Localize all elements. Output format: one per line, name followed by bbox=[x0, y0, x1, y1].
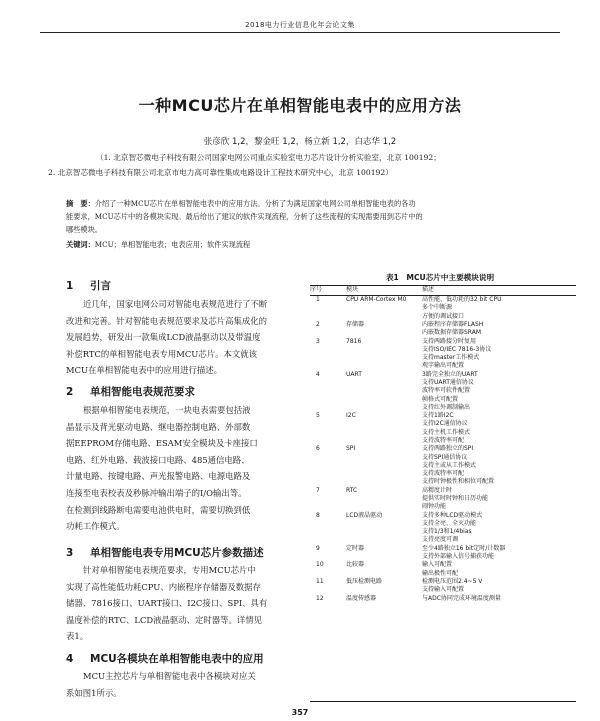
body-line: 晶显示及背光驱动电路、继电器控制电路、外部数 bbox=[66, 421, 251, 432]
description-line: 支持两路独立的SPI bbox=[422, 445, 474, 453]
row-module: CPU ARM-Cortex M0 bbox=[346, 296, 407, 304]
abstract bbox=[66, 197, 536, 236]
body-line: 电路、红外电路、载波接口电路、485通信电路、 bbox=[66, 454, 250, 465]
body-line: 温度补偿的RTC、LCD液晶驱动、定时器等。详情见 bbox=[66, 614, 262, 625]
row-description bbox=[422, 338, 576, 371]
author-list: 张彦欣 1,2，黎金旺 1,2，杨立新 1,2，白志华 1,2 bbox=[203, 137, 397, 147]
description-line: 支持SPI通信协议 bbox=[422, 453, 468, 461]
description-line: 支持输入可配置 bbox=[422, 586, 465, 594]
row-description bbox=[422, 321, 576, 338]
module-table bbox=[310, 286, 576, 603]
table-header-row bbox=[310, 286, 576, 296]
row-description bbox=[422, 371, 576, 412]
row-number: 7 bbox=[316, 486, 320, 494]
row-module: I2C bbox=[346, 412, 356, 420]
body-line: 实现了高性能低功耗CPU、内嵌程序存储器及数据存 bbox=[66, 581, 261, 592]
row-module: 温度传感器 bbox=[346, 594, 377, 602]
row-module: 比较器 bbox=[346, 561, 365, 569]
row-number: 9 bbox=[316, 544, 320, 552]
section-title: 单相智能电表规范要求 bbox=[90, 386, 195, 398]
description-line: 支持波特率可配 bbox=[422, 469, 465, 477]
abstract-line: 能要求，MCU芯片中的各模块实现。最后给出了建议的软件实现流程，分析了这些流程的实现需要用到芯片中的 bbox=[66, 212, 423, 221]
description-line: 高精度计时 bbox=[422, 486, 453, 494]
section-title: 单相智能电表专用MCU芯片参数描述 bbox=[90, 547, 264, 559]
table-title: 表1 MCU芯片中主要模块说明 bbox=[385, 273, 495, 282]
running-head: 2018电力行业信息化年会论文集 bbox=[245, 21, 355, 29]
row-number: 6 bbox=[316, 445, 320, 453]
body-line: 在检测到线路断电需要电池供电时，需要切换到低 bbox=[66, 504, 251, 515]
affiliation-1: （1. 北京智芯微电子科技有限公司国家电网公司重点实验室电力芯片设计分析实验室，北京 100192； bbox=[96, 153, 441, 162]
description-line: 帧格式可配置 bbox=[422, 395, 459, 403]
row-module: LCD液晶驱动 bbox=[346, 511, 383, 519]
description-line: 支持多种LCD驱动模式 bbox=[422, 511, 483, 519]
description-line: 支持亮度可调 bbox=[422, 536, 459, 544]
description-line: 支持1路I2C bbox=[422, 412, 454, 420]
table-row bbox=[310, 412, 576, 445]
table-row bbox=[310, 561, 576, 578]
keywords-text: MCU；单相智能电表；电表应用；软件实现流程 bbox=[94, 240, 251, 249]
section-title: 引言 bbox=[90, 280, 111, 292]
table-row bbox=[310, 371, 576, 412]
header-no: 序号 bbox=[310, 286, 323, 293]
description-line: 支持全亮、全灭功能 bbox=[422, 519, 477, 527]
description-line: 至少4路独立16 bit定时/计数器 bbox=[422, 544, 506, 552]
section-number: 3 bbox=[66, 547, 74, 559]
table-row bbox=[310, 512, 576, 545]
paper-title: 一种MCU芯片在单相智能电表中的应用方法 bbox=[138, 96, 462, 115]
section-3-body bbox=[66, 562, 322, 645]
row-number: 2 bbox=[316, 321, 320, 329]
affiliation-2: 2. 北京智芯微电子科技有限公司北京市电力高可靠性集成电路设计工程技术研究中心，北京 100192） bbox=[48, 168, 393, 177]
section-title: MCU各模块在单相智能电表中的应用 bbox=[90, 653, 264, 665]
table-row bbox=[310, 296, 576, 321]
row-description bbox=[422, 296, 576, 321]
row-number: 3 bbox=[316, 337, 320, 345]
description-line: 支持ISO/IEC 7816-3协议 bbox=[422, 346, 492, 354]
description-line: 内嵌程序存储器FLASH bbox=[422, 321, 484, 329]
description-line: 支持master工作模式 bbox=[422, 354, 480, 362]
section-1-body bbox=[66, 296, 322, 379]
description-line: 支持1/3和1/4bias bbox=[422, 527, 472, 535]
row-module: UART bbox=[346, 370, 362, 378]
section-4-body bbox=[66, 668, 322, 701]
body-line: 功耗工作模式。 bbox=[66, 521, 125, 532]
body-line: 发展趋势，研发出一款集成LCD液晶驱动以及带温度 bbox=[66, 332, 261, 343]
keywords bbox=[66, 240, 536, 250]
table-row bbox=[310, 445, 576, 486]
body-line: 据EEPROM存储电路、ESAM安全模块及卡座接口 bbox=[66, 438, 258, 449]
row-module: SPI bbox=[346, 445, 356, 453]
table-row bbox=[310, 338, 576, 371]
table-row bbox=[310, 487, 576, 512]
row-description bbox=[422, 595, 576, 604]
table-row bbox=[310, 578, 576, 595]
row-module: 7816 bbox=[346, 337, 362, 345]
section-number: 2 bbox=[66, 386, 74, 398]
keywords-label: 关键词： bbox=[66, 240, 95, 249]
body-line: 补偿RTC的单相智能电表专用MCU芯片。本文就该 bbox=[66, 348, 257, 359]
row-module: 存储器 bbox=[346, 321, 365, 329]
table-bottom-rule bbox=[310, 701, 576, 702]
row-module: 定时器 bbox=[346, 544, 365, 552]
description-line: 提供实时时钟和日历功能 bbox=[422, 494, 489, 502]
row-module: 低压检测电路 bbox=[346, 578, 383, 586]
section-heading-3 bbox=[66, 545, 264, 560]
description-line: 观字输出可配置 bbox=[422, 362, 465, 370]
description-line: 支持外部输入信号捕获功能 bbox=[422, 552, 495, 560]
header-module: 模块 bbox=[346, 286, 359, 293]
section-heading-2 bbox=[66, 384, 195, 399]
row-number: 11 bbox=[316, 578, 324, 586]
description-line: 输出极性可配 bbox=[422, 569, 459, 577]
description-line: 支持时钟极性和相位可配置 bbox=[422, 478, 495, 486]
description-line: 检测电压范围2.4~5 V bbox=[422, 578, 483, 586]
table-row bbox=[310, 595, 576, 604]
body-line: 根据单相智能电表规范，一块电表需要包括液 bbox=[83, 405, 251, 415]
body-line: MCU主控芯片与单相智能电表中各模块对应关 bbox=[83, 671, 256, 681]
row-description bbox=[422, 561, 576, 578]
description-line: 支持红外调制输出 bbox=[422, 403, 471, 411]
description-line: 支持主或从工作模式 bbox=[422, 461, 477, 469]
body-line: 表1。 bbox=[66, 631, 89, 642]
abstract-line: 哪些模块。 bbox=[66, 225, 102, 234]
description-line: 与ADC协同完成环境温度测量 bbox=[422, 594, 501, 602]
description-line: 高性能、低功耗的32 bit CPU bbox=[422, 296, 502, 304]
section-heading-4 bbox=[66, 651, 264, 666]
description-line: 内嵌数据存储器SRAM bbox=[422, 329, 482, 337]
header-rule bbox=[40, 32, 560, 33]
body-line: 计量电路、按键电路、声光报警电路、电源电路及 bbox=[66, 471, 251, 482]
description-line: 多个中断源 bbox=[422, 304, 453, 312]
section-number: 1 bbox=[66, 280, 74, 292]
body-line: 针对单相智能电表规范要求，专用MCU芯片中 bbox=[83, 565, 256, 575]
description-line: 支持UART通信协议 bbox=[422, 379, 474, 387]
row-number: 1 bbox=[316, 296, 320, 304]
row-module: RTC bbox=[346, 486, 358, 494]
body-line: 连接至电表校表及秒脉冲输出端子的I/O输出等。 bbox=[66, 487, 247, 498]
row-description bbox=[422, 578, 576, 595]
description-line: 输入可配置 bbox=[422, 561, 453, 569]
abstract-line: 介绍了一种MCU芯片在单相智能电表中的应用方法。分析了为满足国家电网公司单相智能电表的各功 bbox=[94, 199, 416, 208]
row-description bbox=[422, 545, 576, 562]
row-description bbox=[422, 512, 576, 545]
description-line: 波特率可软件配置 bbox=[422, 387, 471, 395]
section-heading-1 bbox=[66, 278, 111, 293]
row-description bbox=[422, 445, 576, 486]
table-row bbox=[310, 321, 576, 338]
description-line: 支持主机工作模式 bbox=[422, 428, 471, 436]
section-number: 4 bbox=[66, 653, 74, 665]
row-description bbox=[422, 412, 576, 445]
description-line: 闹钟功能 bbox=[422, 503, 447, 511]
body-line: 储器、7816接口、UART接口、I2C接口、SPI、具有 bbox=[66, 598, 268, 609]
row-number: 10 bbox=[316, 561, 324, 569]
abstract-label: 摘 要： bbox=[66, 199, 95, 208]
row-number: 12 bbox=[316, 594, 324, 602]
body-line: 近几年，国家电网公司对智能电表规范进行了不断 bbox=[83, 299, 268, 309]
body-line: MCU在单相智能电表中的应用进行描述。 bbox=[66, 365, 223, 376]
section-2-body bbox=[66, 402, 322, 535]
row-description bbox=[422, 487, 576, 512]
header-desc: 描述 bbox=[422, 286, 435, 293]
description-line: 支持I2C通信协议 bbox=[422, 420, 468, 428]
row-number: 4 bbox=[316, 370, 320, 378]
description-line: 支持两路接分时复用 bbox=[422, 337, 477, 345]
description-line: 支持波特率可配 bbox=[422, 436, 465, 444]
description-line: 3路完全独立的UART bbox=[422, 370, 478, 378]
page-number: 357 bbox=[291, 708, 309, 717]
table-row bbox=[310, 545, 576, 562]
row-number: 5 bbox=[316, 412, 320, 420]
body-line: 系如图1所示。 bbox=[66, 687, 122, 698]
body-line: 改进和完善。针对智能电表规范要求及芯片高集成化的 bbox=[66, 315, 267, 326]
description-line: 方便的调试接口 bbox=[422, 312, 465, 320]
row-number: 8 bbox=[316, 511, 320, 519]
